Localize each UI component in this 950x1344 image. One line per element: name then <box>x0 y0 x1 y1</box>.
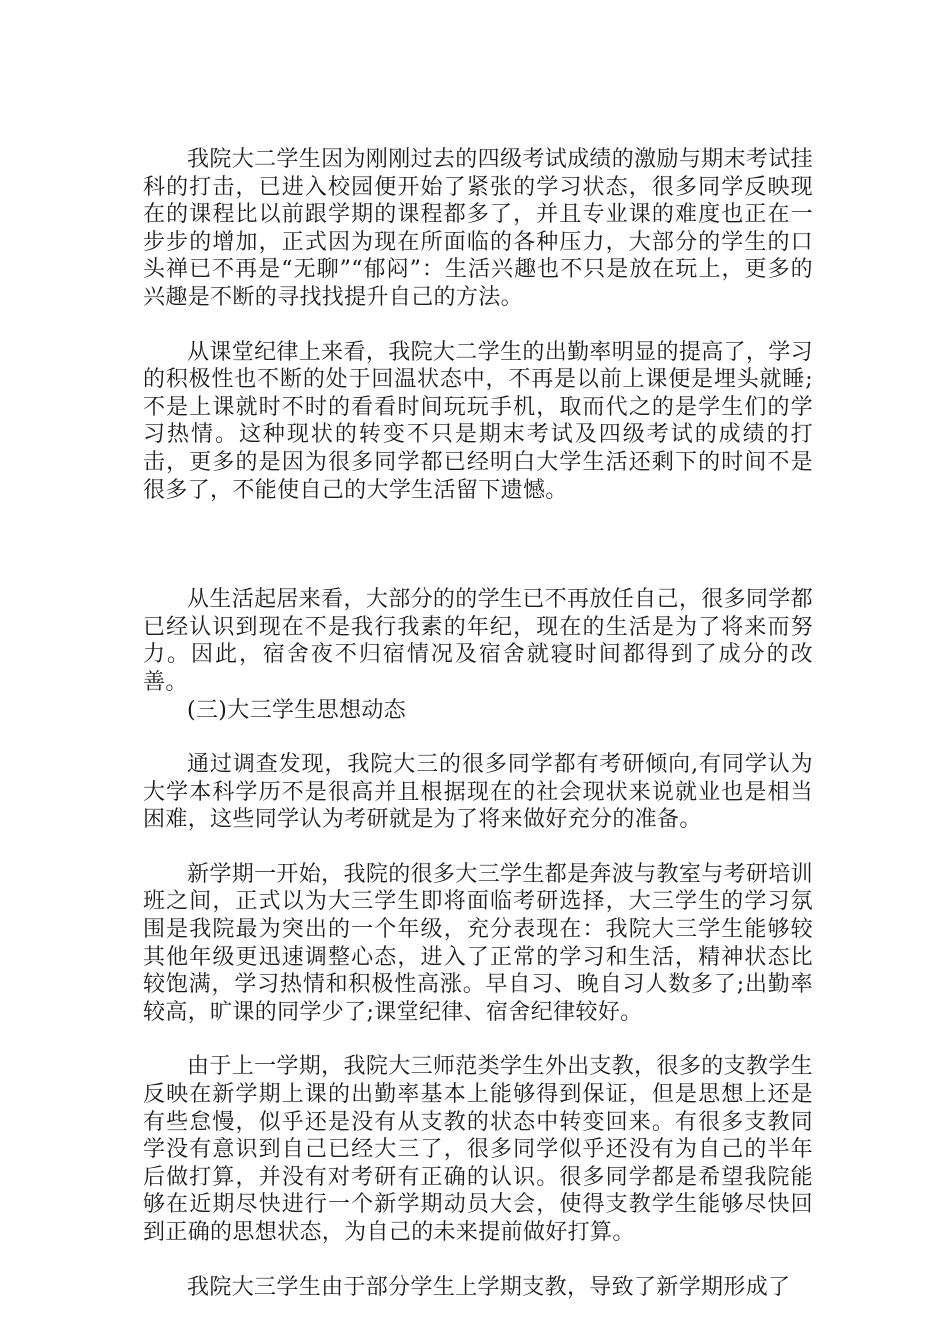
paragraph-junior-postgraduate-tendency: 通过调查发现，我院大三的很多同学都有考研倾向,有同学认为大学本科学历不是很高并且根据现在的社会现状来说就业也是相当困难，这些同学认为考研就是为了将来做好充分的准备。 <box>143 752 813 833</box>
paragraph-sophomore-study-state: 我院大二学生因为刚刚过去的四级考试成绩的激励与期末考试挂科的打击，已进入校园便开始了紧张的学习状态，很多同学反映现在的课程比以前跟学期的课程都多了，并且专业课的难度也正在一步步的增加，正式因为现在所面临的各种压力，大部分的学生的口头禅已不再是“无聊”“郁闷”：生活兴趣也不只是放在玩上，更多的兴趣是不断的寻找找提升自己的方法。 <box>143 147 813 310</box>
paragraph-sophomore-daily-life: 从生活起居来看，大部分的的学生已不再放任自己，很多同学都已经认识到现在不是我行我素的年纪，现在的生活是为了将来而努力。因此，宿舍夜不归宿情况及宿舍就寝时间都得到了成分的改善。 <box>143 587 813 695</box>
document-body <box>143 146 813 1301</box>
paragraph-junior-teaching-support: 由于上一学期，我院大三师范类学生外出支教，很多的支教学生反映在新学期上课的出勤率基本上能够得到保证，但是思想上还是有些怠慢，似乎还是没有从支教的状态中转变回来。有很多支教同学没有意识到自己已经大三了，很多同学似乎还没有为自己的半年后做打算，并没有对考研有正确的认识。很多同学都是希望我院能够在近期尽快进行一个新学期动员大会，使得支教学生能够尽快回到正确的思想状态，为自己的未来提前做好打算。 <box>143 1054 813 1245</box>
section-heading-junior-thoughts: (三)大三学生思想动态 <box>187 697 407 723</box>
paragraph-sophomore-classroom-discipline: 从课堂纪律上来看，我院大二学生的出勤率明显的提高了，学习的积极性也不断的处于回温状态中，不再是以前上课便是埋头就睡;不是上课就时不时的看看时间玩玩手机，取而代之的是学生们的学习热情。这种现状的转变不只是期末考试及四级考试的成绩的打击，更多的是因为很多同学都已经明白大学生活还剩下的时间不是很多了，不能使自己的大学生活留下遗憾。 <box>143 339 813 503</box>
paragraph-junior-study-atmosphere: 新学期一开始，我院的很多大三学生都是奔波与教室与考研培训班之间，正式以为大三学生即将面临考研选择，大三学生的学习氛围是我院最为突出的一个年级，充分表现在：我院大三学生能够较其他年级更迅速调整心态，进入了正常的学习和生活，精神状态比较饱满，学习热情和积极性高涨。早自习、晚自习人数多了;出勤率较高，旷课的同学少了;课堂纪律、宿舍纪律较好。 <box>143 861 813 1025</box>
paragraph-junior-continuation: 我院大三学生由于部分学生上学期支教，导致了新学期形成了 <box>187 1274 791 1300</box>
